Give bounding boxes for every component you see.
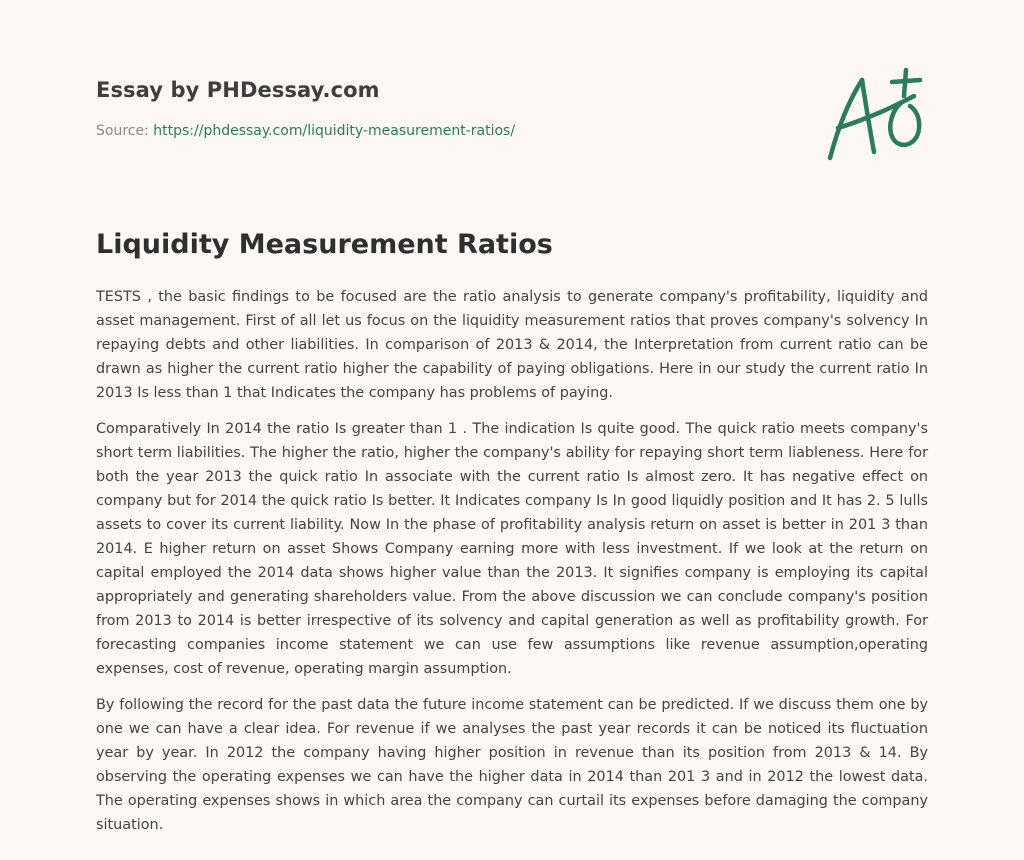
a-plus-logo-icon [822,66,926,166]
source-label: Source: [96,123,149,139]
paragraph: TESTS , the basic findings to be focused are the ratio analysis to generate company's profitability, liquidity and asset management. First of all let us focus on the liquidity measurement ratios that proves company's solvency In repaying debts and other liabilities. In comparison of 2013 & 2014, the Interpretation from current ratio can be drawn as higher the current ratio higher the capability of paying obligations. Here in our study the current ratio In 2013 Is less than 1 that Indicates the company has problems of paying. [96,289,928,401]
paragraph: By following the record for the past data the future income statement can be predicted. If we discuss them one by one we can have a clear idea. For revenue if we analyses the past year records it can be noticed its fluctuation year by year. In 2012 the company having higher position in revenue than its position from 2013 & 14. By observing the operating expenses we can have the higher data in 2014 than 201 3 and in 2012 the lowest data. The operating expenses shows in which area the company can curtail its expenses before damaging the company situation. [96,697,928,833]
brand-title: Essay by PHDessay.com [96,78,380,102]
source-line [96,123,515,139]
page-title: Liquidity Measurement Ratios [96,229,553,260]
essay-header [96,76,796,139]
paragraph: Comparatively In 2014 the ratio Is greater than 1 . The indication Is quite good. The quick ratio meets company's short term liabilities. The higher the ratio, higher the company's ability for repaying short term liableness. Here for both the year 2013 the quick ratio In associate with the current ratio Is almost zero. It has negative effect on company but for 2014 the quick ratio Is better. It Indicates company Is In good liquidly position and It has 2. 5 lulls assets to cover its current liability. Now In the phase of profitability analysis return on asset is better in 201 3 than 2014. E higher return on asset Shows Company earning more with less investment. If we look at the return on capital employed the 2014 data shows higher value than the 2013. It signifies company is employing its capital appropriately and generating shareholders value. From the above discussion we can conclude company's position from 2013 to 2014 is better irrespective of its solvency and capital generation as well as profitability growth. For forecasting companies income statement we can use few assumptions like revenue assumption,operating expenses, cost of revenue, operating margin assumption. [96,421,928,677]
essay-body [96,285,928,849]
source-link[interactable]: https://phdessay.com/liquidity-measurement-ratios/ [153,123,516,139]
